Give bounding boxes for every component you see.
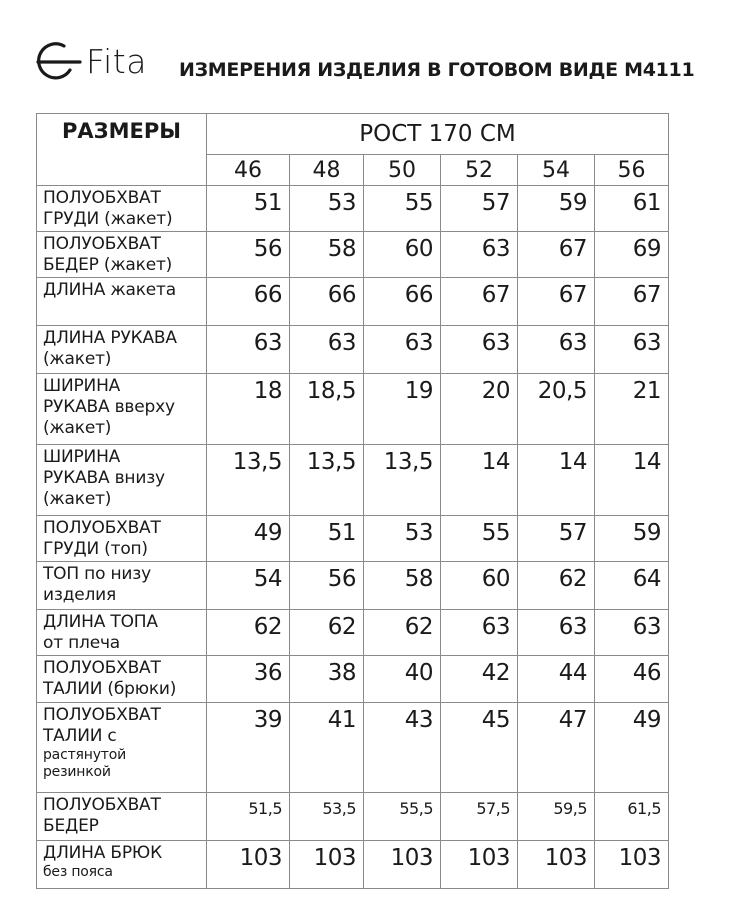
measurement-label-line: от плеча bbox=[43, 633, 121, 653]
measurement-label bbox=[37, 374, 207, 445]
measurement-value: 63 bbox=[441, 610, 518, 656]
measurement-value: 60 bbox=[441, 562, 518, 610]
measurement-label bbox=[37, 186, 207, 232]
measurement-value: 55 bbox=[364, 186, 441, 232]
measurement-value: 62 bbox=[290, 610, 364, 656]
measurement-label-line: ПОЛУОБХВАТ bbox=[43, 188, 161, 208]
measurement-label-line: ПОЛУОБХВАТ bbox=[43, 234, 161, 254]
measurement-value: 49 bbox=[595, 703, 669, 793]
measurement-value: 20,5 bbox=[518, 374, 595, 445]
measurement-value: 53 bbox=[290, 186, 364, 232]
size-header-cell: 52 bbox=[441, 155, 518, 186]
measurement-value: 42 bbox=[441, 656, 518, 703]
measurement-label-line: ТОП по низу bbox=[43, 564, 151, 584]
measurement-value: 67 bbox=[441, 278, 518, 326]
fita-logo-icon bbox=[36, 40, 82, 84]
size-header-cell: 46 bbox=[207, 155, 290, 186]
measurement-value: 63 bbox=[441, 232, 518, 278]
size-header-cell: 56 bbox=[595, 155, 669, 186]
measurement-value: 20 bbox=[441, 374, 518, 445]
measurement-value: 40 bbox=[364, 656, 441, 703]
measurement-value: 59 bbox=[518, 186, 595, 232]
measurement-value: 19 bbox=[364, 374, 441, 445]
table-row bbox=[37, 374, 669, 445]
measurement-label-line: (жакет) bbox=[43, 418, 112, 438]
table-row bbox=[37, 326, 669, 374]
measurement-label-note: без пояса bbox=[43, 864, 113, 880]
measurement-label bbox=[37, 703, 207, 793]
measurement-value: 39 bbox=[207, 703, 290, 793]
measurement-value: 103 bbox=[364, 841, 441, 889]
measurement-value: 63 bbox=[290, 326, 364, 374]
measurement-value: 103 bbox=[441, 841, 518, 889]
measurement-label-line: РУКАВА вверху bbox=[43, 397, 175, 417]
document-header bbox=[36, 40, 716, 90]
measurement-label bbox=[37, 516, 207, 562]
measurement-value: 21 bbox=[595, 374, 669, 445]
measurement-label-line: ПОЛУОБХВАТ bbox=[43, 518, 161, 538]
table-header-row bbox=[37, 114, 669, 155]
measurement-value: 13,5 bbox=[364, 445, 441, 516]
measurement-value: 63 bbox=[207, 326, 290, 374]
table-row bbox=[37, 186, 669, 232]
measurement-label-line: ГРУДИ (жакет) bbox=[43, 209, 173, 229]
measurement-label-line: ПОЛУОБХВАТ bbox=[43, 705, 161, 725]
brand-name: Fita bbox=[86, 42, 147, 81]
measurement-label-line: ПОЛУОБХВАТ bbox=[43, 795, 161, 815]
measurement-label bbox=[37, 841, 207, 889]
measurement-label bbox=[37, 232, 207, 278]
table-row bbox=[37, 841, 669, 889]
table-row bbox=[37, 232, 669, 278]
measurement-value: 55,5 bbox=[364, 793, 441, 841]
measurement-value: 61 bbox=[595, 186, 669, 232]
size-header-cell: 54 bbox=[518, 155, 595, 186]
measurement-label bbox=[37, 445, 207, 516]
measurement-value: 18,5 bbox=[290, 374, 364, 445]
measurement-value: 67 bbox=[518, 278, 595, 326]
measurement-label bbox=[37, 656, 207, 703]
measurement-value: 45 bbox=[441, 703, 518, 793]
brand-logo bbox=[36, 40, 147, 84]
measurement-label-line: ДЛИНА РУКАВА bbox=[43, 328, 177, 348]
measurement-value: 59 bbox=[595, 516, 669, 562]
measurement-label-line: ДЛИНА ТОПА bbox=[43, 612, 158, 632]
height-header: РОСТ 170 СМ bbox=[207, 114, 669, 155]
measurement-label bbox=[37, 610, 207, 656]
table-row bbox=[37, 516, 669, 562]
measurement-label-line: (жакет) bbox=[43, 349, 112, 369]
measurement-label-line: (жакет) bbox=[43, 489, 112, 509]
measurement-label-line: ДЛИНА жакета bbox=[43, 280, 176, 300]
measurement-value: 51 bbox=[207, 186, 290, 232]
table-row bbox=[37, 656, 669, 703]
measurement-value: 56 bbox=[290, 562, 364, 610]
measurement-value: 62 bbox=[518, 562, 595, 610]
table-row bbox=[37, 793, 669, 841]
measurement-value: 103 bbox=[207, 841, 290, 889]
measurement-value: 61,5 bbox=[595, 793, 669, 841]
measurement-value: 13,5 bbox=[207, 445, 290, 516]
measurement-value: 58 bbox=[290, 232, 364, 278]
measurement-value: 53,5 bbox=[290, 793, 364, 841]
measurement-label-line: ТАЛИИ с bbox=[43, 726, 117, 746]
measurement-value: 54 bbox=[207, 562, 290, 610]
measurement-value: 57 bbox=[441, 186, 518, 232]
measurement-label-line: ГРУДИ (топ) bbox=[43, 539, 148, 559]
measurement-label-line: БЕДЕР (жакет) bbox=[43, 255, 173, 275]
table-row bbox=[37, 278, 669, 326]
measurement-value: 63 bbox=[595, 610, 669, 656]
measurement-value: 44 bbox=[518, 656, 595, 703]
size-header-cell: 50 bbox=[364, 155, 441, 186]
measurement-value: 66 bbox=[290, 278, 364, 326]
measurement-value: 13,5 bbox=[290, 445, 364, 516]
measurement-label-line: ШИРИНА bbox=[43, 447, 121, 467]
measurement-value: 67 bbox=[595, 278, 669, 326]
measurement-value: 46 bbox=[595, 656, 669, 703]
measurement-value: 58 bbox=[364, 562, 441, 610]
table-row bbox=[37, 703, 669, 793]
measurement-value: 55 bbox=[441, 516, 518, 562]
measurements-table-body bbox=[37, 114, 669, 889]
measurement-value: 69 bbox=[595, 232, 669, 278]
measurement-value: 103 bbox=[290, 841, 364, 889]
measurement-label bbox=[37, 326, 207, 374]
table-row bbox=[37, 610, 669, 656]
measurement-value: 57 bbox=[518, 516, 595, 562]
measurement-value: 14 bbox=[518, 445, 595, 516]
measurement-value: 18 bbox=[207, 374, 290, 445]
measurement-label-line: ШИРИНА bbox=[43, 376, 121, 396]
measurement-value: 53 bbox=[364, 516, 441, 562]
measurement-value: 103 bbox=[518, 841, 595, 889]
measurement-value: 14 bbox=[595, 445, 669, 516]
measurement-value: 57,5 bbox=[441, 793, 518, 841]
measurement-value: 41 bbox=[290, 703, 364, 793]
measurement-value: 67 bbox=[518, 232, 595, 278]
measurement-value: 36 bbox=[207, 656, 290, 703]
measurement-label-note: резинкой bbox=[43, 764, 111, 780]
measurement-label bbox=[37, 278, 207, 326]
measurement-value: 56 bbox=[207, 232, 290, 278]
measurement-label bbox=[37, 562, 207, 610]
measurement-value: 51,5 bbox=[207, 793, 290, 841]
measurement-value: 63 bbox=[518, 610, 595, 656]
measurement-value: 59,5 bbox=[518, 793, 595, 841]
measurement-label bbox=[37, 793, 207, 841]
measurement-value: 62 bbox=[364, 610, 441, 656]
measurement-label-line: ДЛИНА БРЮК bbox=[43, 843, 162, 863]
measurement-value: 66 bbox=[207, 278, 290, 326]
measurement-value: 38 bbox=[290, 656, 364, 703]
measurement-label-note: растянутой bbox=[43, 747, 126, 763]
measurement-value: 49 bbox=[207, 516, 290, 562]
measurement-value: 43 bbox=[364, 703, 441, 793]
sizes-header: РАЗМЕРЫ bbox=[37, 114, 207, 186]
table-row bbox=[37, 562, 669, 610]
measurement-value: 66 bbox=[364, 278, 441, 326]
measurement-value: 14 bbox=[441, 445, 518, 516]
document-title: ИЗМЕРЕНИЯ ИЗДЕЛИЯ В ГОТОВОМ ВИДЕ М4111 bbox=[179, 59, 695, 81]
measurement-label-line: ПОЛУОБХВАТ bbox=[43, 658, 161, 678]
measurement-value: 60 bbox=[364, 232, 441, 278]
measurement-value: 63 bbox=[364, 326, 441, 374]
measurement-value: 64 bbox=[595, 562, 669, 610]
measurement-label-line: РУКАВА внизу bbox=[43, 468, 165, 488]
measurement-label-line: ТАЛИИ (брюки) bbox=[43, 679, 177, 699]
measurement-value: 63 bbox=[441, 326, 518, 374]
measurement-value: 51 bbox=[290, 516, 364, 562]
measurement-value: 62 bbox=[207, 610, 290, 656]
measurement-label-line: БЕДЕР bbox=[43, 816, 99, 836]
measurement-value: 103 bbox=[595, 841, 669, 889]
measurements-table bbox=[36, 113, 669, 889]
measurement-value: 47 bbox=[518, 703, 595, 793]
size-header-cell: 48 bbox=[290, 155, 364, 186]
measurement-value: 63 bbox=[595, 326, 669, 374]
measurement-label-line: изделия bbox=[43, 585, 117, 605]
table-row bbox=[37, 445, 669, 516]
measurement-value: 63 bbox=[518, 326, 595, 374]
